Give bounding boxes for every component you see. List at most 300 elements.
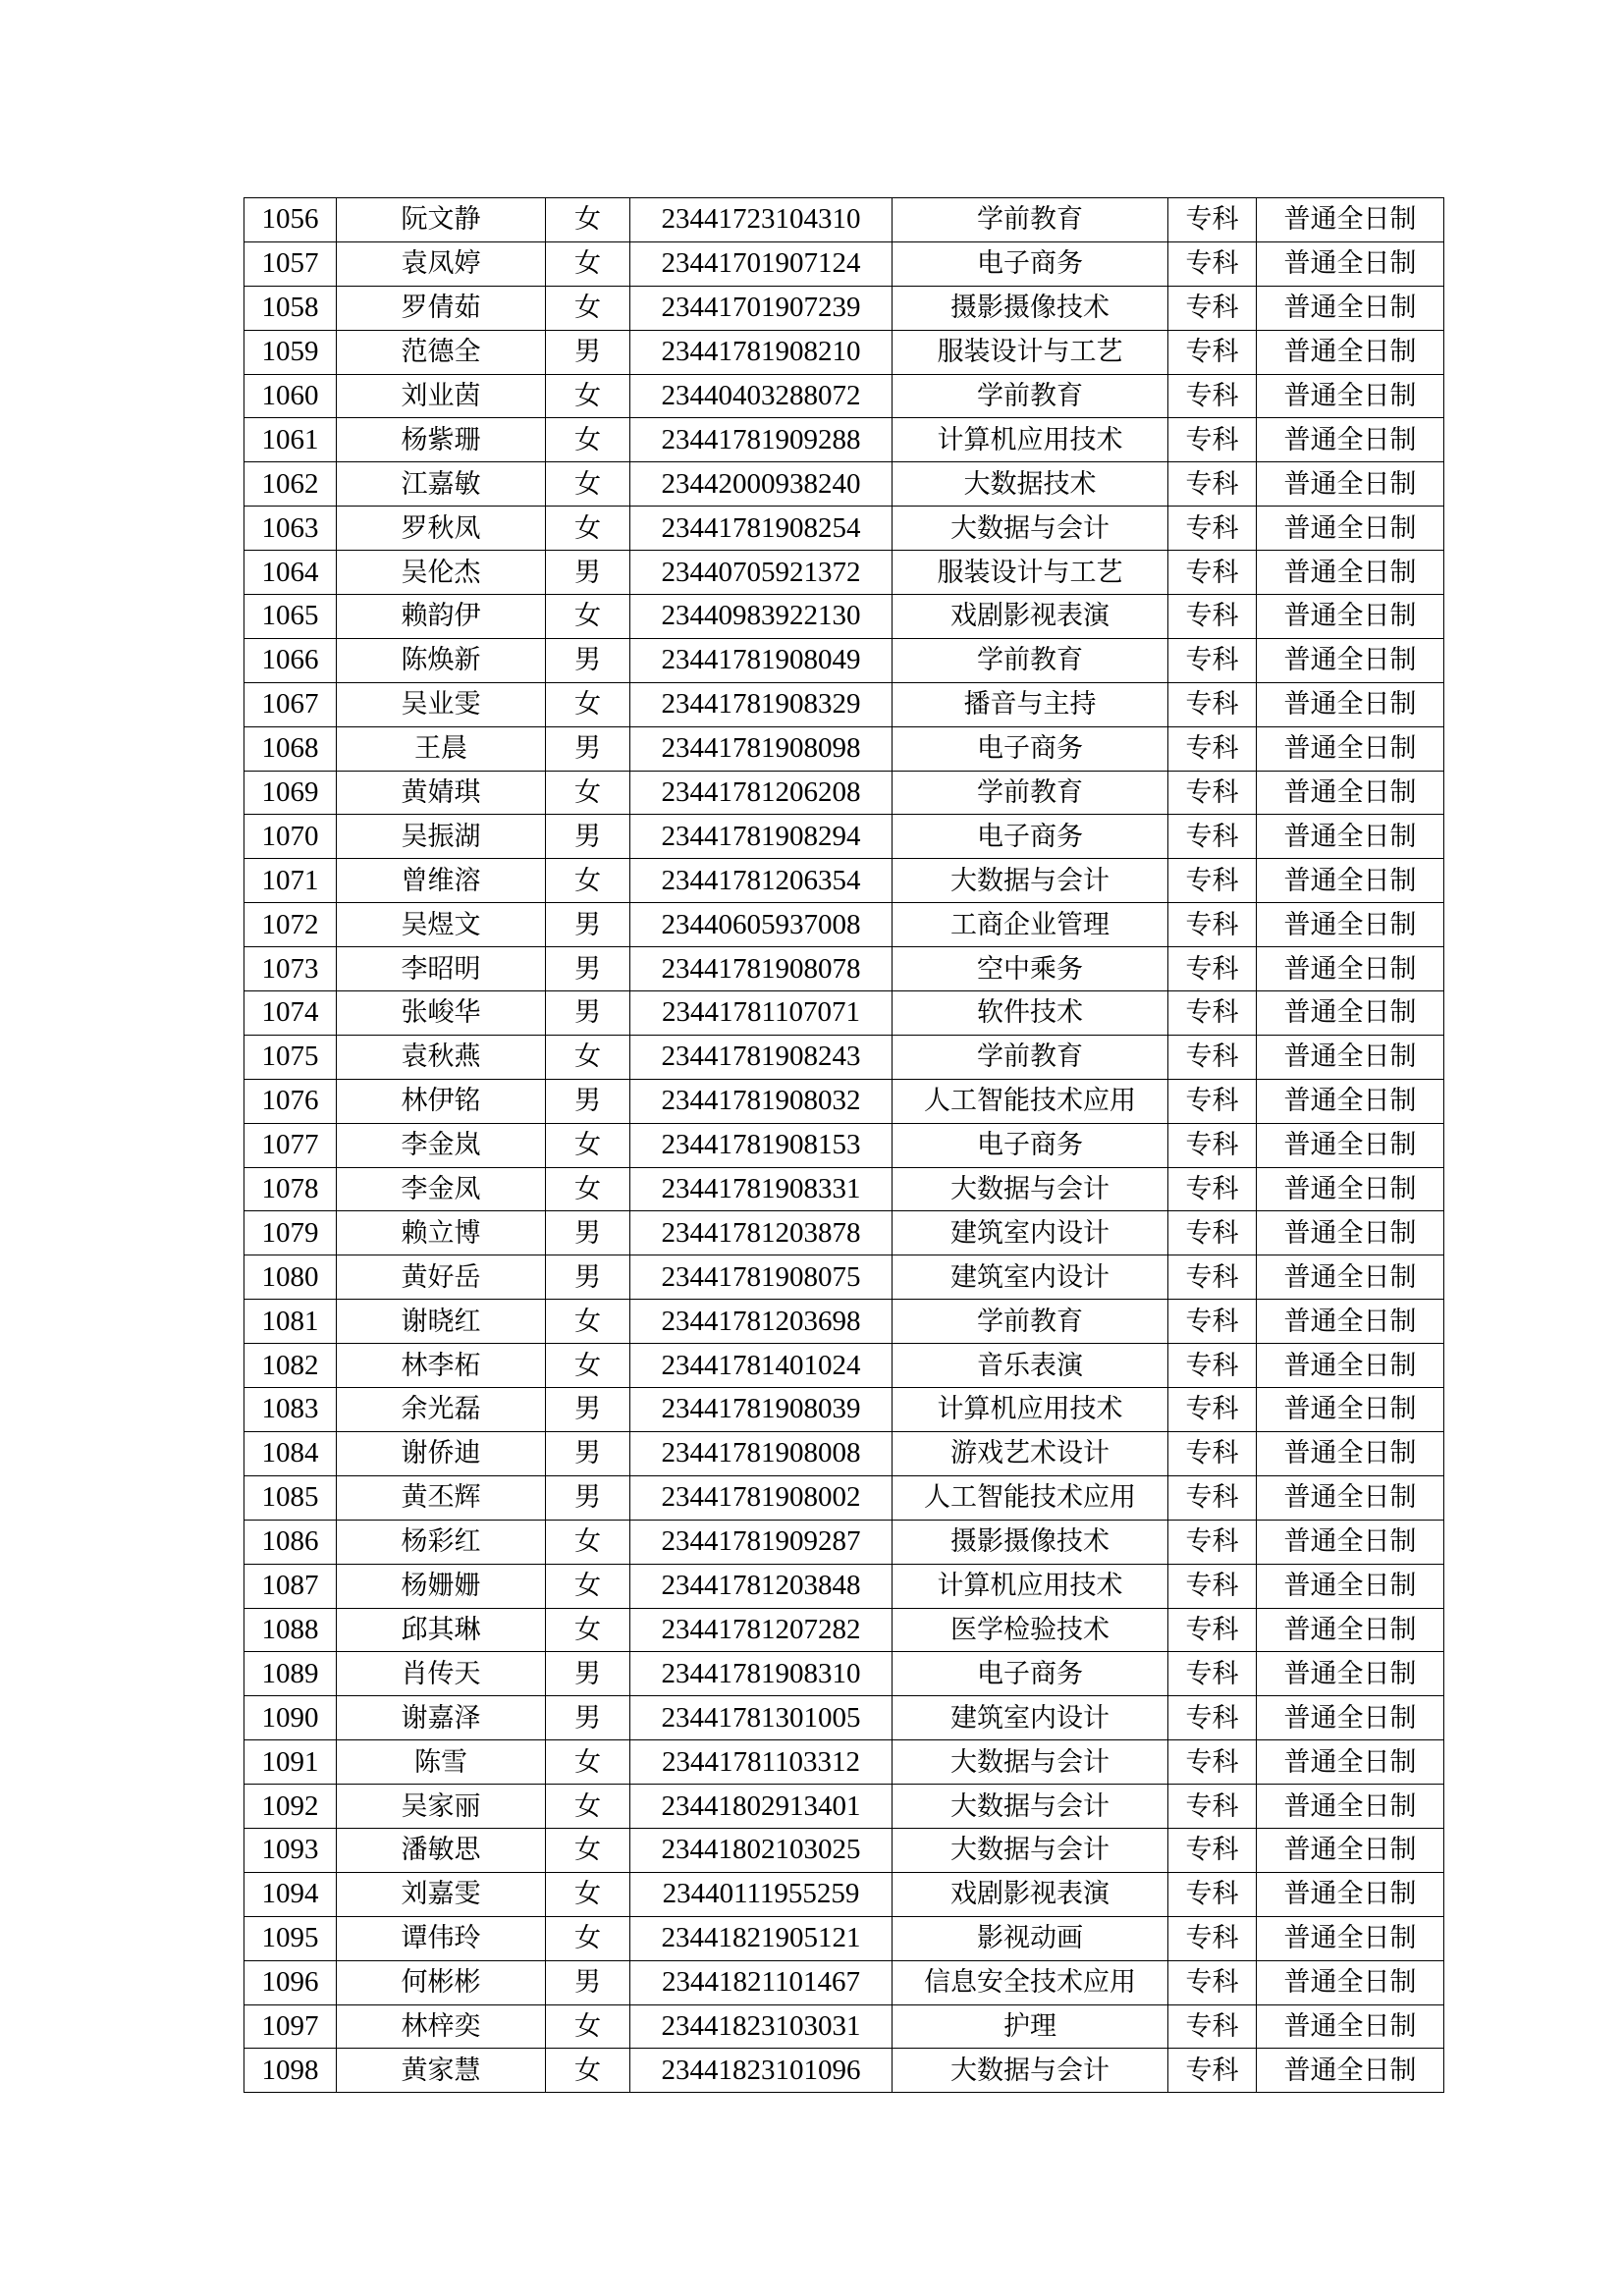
cell-sex: 女 — [546, 1300, 630, 1344]
cell-major: 播音与主持 — [893, 682, 1168, 726]
cell-level: 专科 — [1168, 638, 1257, 682]
cell-mode: 普通全日制 — [1257, 462, 1444, 507]
cell-major: 戏剧影视表演 — [893, 595, 1168, 639]
cell-name: 邱其琳 — [337, 1608, 546, 1652]
cell-sex: 女 — [546, 1828, 630, 1872]
cell-sex: 女 — [546, 418, 630, 462]
cell-level: 专科 — [1168, 1740, 1257, 1785]
cell-seq: 1068 — [244, 726, 337, 771]
cell-id: 23441781203878 — [630, 1211, 893, 1255]
cell-major: 大数据与会计 — [893, 2049, 1168, 2093]
cell-name: 林梓奕 — [337, 2004, 546, 2049]
cell-name: 陈雪 — [337, 1740, 546, 1785]
cell-id: 23441823103031 — [630, 2004, 893, 2049]
cell-id: 23441781908153 — [630, 1123, 893, 1167]
table-row — [244, 2004, 1444, 2049]
cell-name: 肖传天 — [337, 1652, 546, 1696]
cell-id: 23441781203848 — [630, 1564, 893, 1608]
cell-mode: 普通全日制 — [1257, 1344, 1444, 1388]
cell-mode: 普通全日制 — [1257, 1740, 1444, 1785]
cell-mode: 普通全日制 — [1257, 1475, 1444, 1520]
cell-seq: 1073 — [244, 947, 337, 991]
table-row — [244, 771, 1444, 815]
cell-name: 黄婧琪 — [337, 771, 546, 815]
cell-level: 专科 — [1168, 815, 1257, 859]
cell-major: 电子商务 — [893, 726, 1168, 771]
cell-major: 计算机应用技术 — [893, 1388, 1168, 1432]
cell-level: 专科 — [1168, 1079, 1257, 1123]
cell-id: 23441781909287 — [630, 1520, 893, 1564]
cell-level: 专科 — [1168, 374, 1257, 418]
cell-id: 23441821101467 — [630, 1960, 893, 2004]
cell-mode: 普通全日制 — [1257, 286, 1444, 330]
cell-level: 专科 — [1168, 1520, 1257, 1564]
cell-sex: 男 — [546, 1079, 630, 1123]
cell-major: 服装设计与工艺 — [893, 551, 1168, 595]
cell-major: 戏剧影视表演 — [893, 1872, 1168, 1916]
cell-seq: 1094 — [244, 1872, 337, 1916]
cell-mode: 普通全日制 — [1257, 374, 1444, 418]
cell-major: 摄影摄像技术 — [893, 1520, 1168, 1564]
cell-seq: 1064 — [244, 551, 337, 595]
cell-seq: 1075 — [244, 1035, 337, 1079]
cell-sex: 女 — [546, 1564, 630, 1608]
table-row — [244, 462, 1444, 507]
cell-major: 大数据技术 — [893, 462, 1168, 507]
cell-name: 何彬彬 — [337, 1960, 546, 2004]
table-row — [244, 1255, 1444, 1300]
cell-level: 专科 — [1168, 1916, 1257, 1960]
cell-level: 专科 — [1168, 462, 1257, 507]
cell-level: 专科 — [1168, 903, 1257, 947]
cell-name: 范德全 — [337, 330, 546, 374]
cell-id: 23441781908294 — [630, 815, 893, 859]
cell-sex: 女 — [546, 1167, 630, 1211]
cell-id: 23440111955259 — [630, 1872, 893, 1916]
cell-seq: 1081 — [244, 1300, 337, 1344]
cell-mode: 普通全日制 — [1257, 1123, 1444, 1167]
cell-level: 专科 — [1168, 286, 1257, 330]
cell-sex: 男 — [546, 1211, 630, 1255]
table-row — [244, 1960, 1444, 2004]
cell-name: 赖韵伊 — [337, 595, 546, 639]
cell-sex: 女 — [546, 507, 630, 551]
table-row — [244, 507, 1444, 551]
table-row — [244, 859, 1444, 903]
table-row — [244, 1035, 1444, 1079]
cell-id: 23441781203698 — [630, 1300, 893, 1344]
cell-name: 袁凤婷 — [337, 241, 546, 286]
cell-seq: 1080 — [244, 1255, 337, 1300]
cell-mode: 普通全日制 — [1257, 1696, 1444, 1740]
cell-seq: 1097 — [244, 2004, 337, 2049]
student-roster-table — [244, 197, 1444, 2093]
cell-level: 专科 — [1168, 1211, 1257, 1255]
cell-id: 23441781301005 — [630, 1696, 893, 1740]
cell-name: 李昭明 — [337, 947, 546, 991]
cell-seq: 1063 — [244, 507, 337, 551]
cell-seq: 1084 — [244, 1431, 337, 1475]
cell-seq: 1071 — [244, 859, 337, 903]
cell-id: 23441781908331 — [630, 1167, 893, 1211]
cell-name: 吴振湖 — [337, 815, 546, 859]
cell-mode: 普通全日制 — [1257, 771, 1444, 815]
cell-seq: 1060 — [244, 374, 337, 418]
cell-mode: 普通全日制 — [1257, 1828, 1444, 1872]
cell-name: 黄家慧 — [337, 2049, 546, 2093]
cell-mode: 普通全日制 — [1257, 1167, 1444, 1211]
cell-major: 大数据与会计 — [893, 507, 1168, 551]
cell-name: 杨紫珊 — [337, 418, 546, 462]
cell-id: 23441781103312 — [630, 1740, 893, 1785]
cell-major: 大数据与会计 — [893, 1828, 1168, 1872]
cell-major: 建筑室内设计 — [893, 1696, 1168, 1740]
cell-level: 专科 — [1168, 1431, 1257, 1475]
cell-level: 专科 — [1168, 947, 1257, 991]
cell-major: 学前教育 — [893, 374, 1168, 418]
cell-name: 曾维溶 — [337, 859, 546, 903]
cell-mode: 普通全日制 — [1257, 947, 1444, 991]
cell-id: 23441701907124 — [630, 241, 893, 286]
cell-mode: 普通全日制 — [1257, 2004, 1444, 2049]
table-row — [244, 1828, 1444, 1872]
cell-name: 刘业茵 — [337, 374, 546, 418]
cell-seq: 1066 — [244, 638, 337, 682]
table-row — [244, 1211, 1444, 1255]
cell-level: 专科 — [1168, 1167, 1257, 1211]
cell-level: 专科 — [1168, 682, 1257, 726]
cell-id: 23440983922130 — [630, 595, 893, 639]
cell-name: 袁秋燕 — [337, 1035, 546, 1079]
cell-id: 23441781401024 — [630, 1344, 893, 1388]
cell-sex: 男 — [546, 726, 630, 771]
cell-seq: 1082 — [244, 1344, 337, 1388]
cell-mode: 普通全日制 — [1257, 1652, 1444, 1696]
cell-major: 游戏艺术设计 — [893, 1431, 1168, 1475]
cell-name: 黄好岳 — [337, 1255, 546, 1300]
cell-id: 23441723104310 — [630, 198, 893, 242]
cell-id: 23441781908310 — [630, 1652, 893, 1696]
cell-mode: 普通全日制 — [1257, 991, 1444, 1036]
cell-id: 23441781908032 — [630, 1079, 893, 1123]
table-row — [244, 1388, 1444, 1432]
roster-body — [244, 198, 1444, 2093]
cell-id: 23441823101096 — [630, 2049, 893, 2093]
cell-major: 空中乘务 — [893, 947, 1168, 991]
cell-mode: 普通全日制 — [1257, 1916, 1444, 1960]
cell-mode: 普通全日制 — [1257, 1035, 1444, 1079]
cell-level: 专科 — [1168, 771, 1257, 815]
cell-name: 赖立博 — [337, 1211, 546, 1255]
cell-level: 专科 — [1168, 1696, 1257, 1740]
cell-id: 23441781908008 — [630, 1431, 893, 1475]
cell-level: 专科 — [1168, 507, 1257, 551]
table-row — [244, 286, 1444, 330]
table-row — [244, 991, 1444, 1036]
cell-sex: 女 — [546, 374, 630, 418]
cell-mode: 普通全日制 — [1257, 1872, 1444, 1916]
cell-level: 专科 — [1168, 198, 1257, 242]
table-row — [244, 198, 1444, 242]
cell-seq: 1086 — [244, 1520, 337, 1564]
cell-seq: 1070 — [244, 815, 337, 859]
cell-major: 护理 — [893, 2004, 1168, 2049]
cell-sex: 男 — [546, 1652, 630, 1696]
cell-seq: 1059 — [244, 330, 337, 374]
cell-id: 23441781206354 — [630, 859, 893, 903]
cell-level: 专科 — [1168, 241, 1257, 286]
cell-mode: 普通全日制 — [1257, 682, 1444, 726]
cell-level: 专科 — [1168, 418, 1257, 462]
cell-mode: 普通全日制 — [1257, 330, 1444, 374]
cell-mode: 普通全日制 — [1257, 1564, 1444, 1608]
cell-sex: 男 — [546, 1388, 630, 1432]
cell-major: 软件技术 — [893, 991, 1168, 1036]
table-row — [244, 1696, 1444, 1740]
cell-sex: 女 — [546, 198, 630, 242]
cell-id: 23441781107071 — [630, 991, 893, 1036]
cell-seq: 1062 — [244, 462, 337, 507]
cell-id: 23441781909288 — [630, 418, 893, 462]
cell-name: 吴家丽 — [337, 1785, 546, 1829]
cell-level: 专科 — [1168, 1828, 1257, 1872]
cell-name: 潘敏思 — [337, 1828, 546, 1872]
cell-sex: 男 — [546, 1475, 630, 1520]
cell-level: 专科 — [1168, 2004, 1257, 2049]
cell-seq: 1061 — [244, 418, 337, 462]
table-row — [244, 1608, 1444, 1652]
cell-id: 23441781206208 — [630, 771, 893, 815]
cell-seq: 1065 — [244, 595, 337, 639]
cell-seq: 1058 — [244, 286, 337, 330]
cell-id: 23441781908098 — [630, 726, 893, 771]
cell-name: 林伊铭 — [337, 1079, 546, 1123]
cell-id: 23441781908002 — [630, 1475, 893, 1520]
table-row — [244, 1740, 1444, 1785]
table-row — [244, 1475, 1444, 1520]
cell-seq: 1098 — [244, 2049, 337, 2093]
cell-id: 23441802913401 — [630, 1785, 893, 1829]
cell-sex: 女 — [546, 1520, 630, 1564]
cell-sex: 女 — [546, 859, 630, 903]
cell-level: 专科 — [1168, 1300, 1257, 1344]
cell-id: 23441701907239 — [630, 286, 893, 330]
cell-major: 大数据与会计 — [893, 1167, 1168, 1211]
cell-major: 医学检验技术 — [893, 1608, 1168, 1652]
cell-id: 23441781908329 — [630, 682, 893, 726]
cell-name: 余光磊 — [337, 1388, 546, 1432]
cell-id: 23441802103025 — [630, 1828, 893, 1872]
cell-sex: 男 — [546, 1255, 630, 1300]
table-row — [244, 638, 1444, 682]
cell-name: 吴业雯 — [337, 682, 546, 726]
cell-major: 摄影摄像技术 — [893, 286, 1168, 330]
cell-level: 专科 — [1168, 2049, 1257, 2093]
cell-seq: 1078 — [244, 1167, 337, 1211]
table-row — [244, 2049, 1444, 2093]
cell-level: 专科 — [1168, 1344, 1257, 1388]
cell-level: 专科 — [1168, 1475, 1257, 1520]
cell-sex: 女 — [546, 462, 630, 507]
cell-id: 23441781908078 — [630, 947, 893, 991]
cell-mode: 普通全日制 — [1257, 198, 1444, 242]
table-row — [244, 947, 1444, 991]
cell-sex: 男 — [546, 815, 630, 859]
cell-name: 陈焕新 — [337, 638, 546, 682]
cell-name: 吴伦杰 — [337, 551, 546, 595]
cell-sex: 女 — [546, 2049, 630, 2093]
cell-major: 信息安全技术应用 — [893, 1960, 1168, 2004]
cell-name: 张峻华 — [337, 991, 546, 1036]
cell-id: 23441781908039 — [630, 1388, 893, 1432]
cell-mode: 普通全日制 — [1257, 1431, 1444, 1475]
cell-major: 影视动画 — [893, 1916, 1168, 1960]
cell-id: 23440605937008 — [630, 903, 893, 947]
cell-seq: 1089 — [244, 1652, 337, 1696]
table-row — [244, 682, 1444, 726]
cell-major: 大数据与会计 — [893, 859, 1168, 903]
cell-level: 专科 — [1168, 1564, 1257, 1608]
cell-id: 23441781908243 — [630, 1035, 893, 1079]
table-row — [244, 330, 1444, 374]
cell-seq: 1085 — [244, 1475, 337, 1520]
table-row — [244, 418, 1444, 462]
cell-seq: 1091 — [244, 1740, 337, 1785]
table-row — [244, 595, 1444, 639]
cell-name: 谢嘉泽 — [337, 1696, 546, 1740]
cell-seq: 1095 — [244, 1916, 337, 1960]
cell-seq: 1088 — [244, 1608, 337, 1652]
cell-level: 专科 — [1168, 1652, 1257, 1696]
cell-major: 人工智能技术应用 — [893, 1475, 1168, 1520]
cell-seq: 1069 — [244, 771, 337, 815]
cell-name: 阮文静 — [337, 198, 546, 242]
cell-sex: 女 — [546, 1916, 630, 1960]
table-row — [244, 374, 1444, 418]
table-row — [244, 241, 1444, 286]
cell-seq: 1087 — [244, 1564, 337, 1608]
cell-mode: 普通全日制 — [1257, 1960, 1444, 2004]
cell-id: 23441781908049 — [630, 638, 893, 682]
cell-mode: 普通全日制 — [1257, 1520, 1444, 1564]
cell-name: 杨彩红 — [337, 1520, 546, 1564]
table-row — [244, 1300, 1444, 1344]
cell-id: 23440705921372 — [630, 551, 893, 595]
cell-major: 计算机应用技术 — [893, 418, 1168, 462]
cell-name: 罗倩茹 — [337, 286, 546, 330]
cell-major: 学前教育 — [893, 1300, 1168, 1344]
cell-sex: 女 — [546, 1872, 630, 1916]
table-row — [244, 1431, 1444, 1475]
cell-level: 专科 — [1168, 991, 1257, 1036]
cell-name: 黄丕辉 — [337, 1475, 546, 1520]
cell-id: 23441781908254 — [630, 507, 893, 551]
cell-major: 学前教育 — [893, 771, 1168, 815]
cell-seq: 1056 — [244, 198, 337, 242]
cell-sex: 女 — [546, 1740, 630, 1785]
cell-level: 专科 — [1168, 1035, 1257, 1079]
cell-level: 专科 — [1168, 1872, 1257, 1916]
cell-major: 学前教育 — [893, 1035, 1168, 1079]
cell-name: 李金凤 — [337, 1167, 546, 1211]
table-row — [244, 1564, 1444, 1608]
cell-seq: 1076 — [244, 1079, 337, 1123]
cell-mode: 普通全日制 — [1257, 638, 1444, 682]
cell-major: 音乐表演 — [893, 1344, 1168, 1388]
cell-level: 专科 — [1168, 1785, 1257, 1829]
cell-id: 23441821905121 — [630, 1916, 893, 1960]
cell-major: 电子商务 — [893, 1123, 1168, 1167]
cell-name: 李金岚 — [337, 1123, 546, 1167]
cell-seq: 1083 — [244, 1388, 337, 1432]
cell-major: 人工智能技术应用 — [893, 1079, 1168, 1123]
cell-seq: 1074 — [244, 991, 337, 1036]
table-row — [244, 1520, 1444, 1564]
cell-sex: 女 — [546, 286, 630, 330]
cell-sex: 男 — [546, 330, 630, 374]
cell-mode: 普通全日制 — [1257, 1608, 1444, 1652]
cell-mode: 普通全日制 — [1257, 507, 1444, 551]
cell-mode: 普通全日制 — [1257, 815, 1444, 859]
cell-mode: 普通全日制 — [1257, 1300, 1444, 1344]
cell-sex: 男 — [546, 1960, 630, 2004]
cell-level: 专科 — [1168, 859, 1257, 903]
cell-level: 专科 — [1168, 330, 1257, 374]
cell-id: 23442000938240 — [630, 462, 893, 507]
cell-seq: 1072 — [244, 903, 337, 947]
cell-major: 建筑室内设计 — [893, 1211, 1168, 1255]
cell-sex: 女 — [546, 241, 630, 286]
cell-sex: 男 — [546, 947, 630, 991]
cell-sex: 女 — [546, 771, 630, 815]
cell-mode: 普通全日制 — [1257, 551, 1444, 595]
cell-name: 谭伟玲 — [337, 1916, 546, 1960]
table-row — [244, 1123, 1444, 1167]
cell-seq: 1079 — [244, 1211, 337, 1255]
cell-id: 23441781908075 — [630, 1255, 893, 1300]
cell-sex: 女 — [546, 1123, 630, 1167]
cell-level: 专科 — [1168, 1388, 1257, 1432]
cell-name: 谢侨迪 — [337, 1431, 546, 1475]
cell-sex: 女 — [546, 595, 630, 639]
cell-mode: 普通全日制 — [1257, 859, 1444, 903]
cell-major: 建筑室内设计 — [893, 1255, 1168, 1300]
cell-id: 23441781908210 — [630, 330, 893, 374]
cell-mode: 普通全日制 — [1257, 1785, 1444, 1829]
cell-seq: 1077 — [244, 1123, 337, 1167]
cell-level: 专科 — [1168, 551, 1257, 595]
cell-mode: 普通全日制 — [1257, 1255, 1444, 1300]
cell-major: 电子商务 — [893, 241, 1168, 286]
cell-seq: 1090 — [244, 1696, 337, 1740]
cell-major: 电子商务 — [893, 815, 1168, 859]
cell-name: 江嘉敏 — [337, 462, 546, 507]
cell-mode: 普通全日制 — [1257, 726, 1444, 771]
cell-major: 计算机应用技术 — [893, 1564, 1168, 1608]
cell-mode: 普通全日制 — [1257, 1388, 1444, 1432]
cell-sex: 男 — [546, 1696, 630, 1740]
cell-seq: 1092 — [244, 1785, 337, 1829]
table-row — [244, 1916, 1444, 1960]
cell-seq: 1067 — [244, 682, 337, 726]
cell-name: 罗秋凤 — [337, 507, 546, 551]
table-row — [244, 1167, 1444, 1211]
cell-sex: 女 — [546, 2004, 630, 2049]
cell-sex: 男 — [546, 638, 630, 682]
cell-seq: 1057 — [244, 241, 337, 286]
cell-level: 专科 — [1168, 726, 1257, 771]
table-row — [244, 1344, 1444, 1388]
